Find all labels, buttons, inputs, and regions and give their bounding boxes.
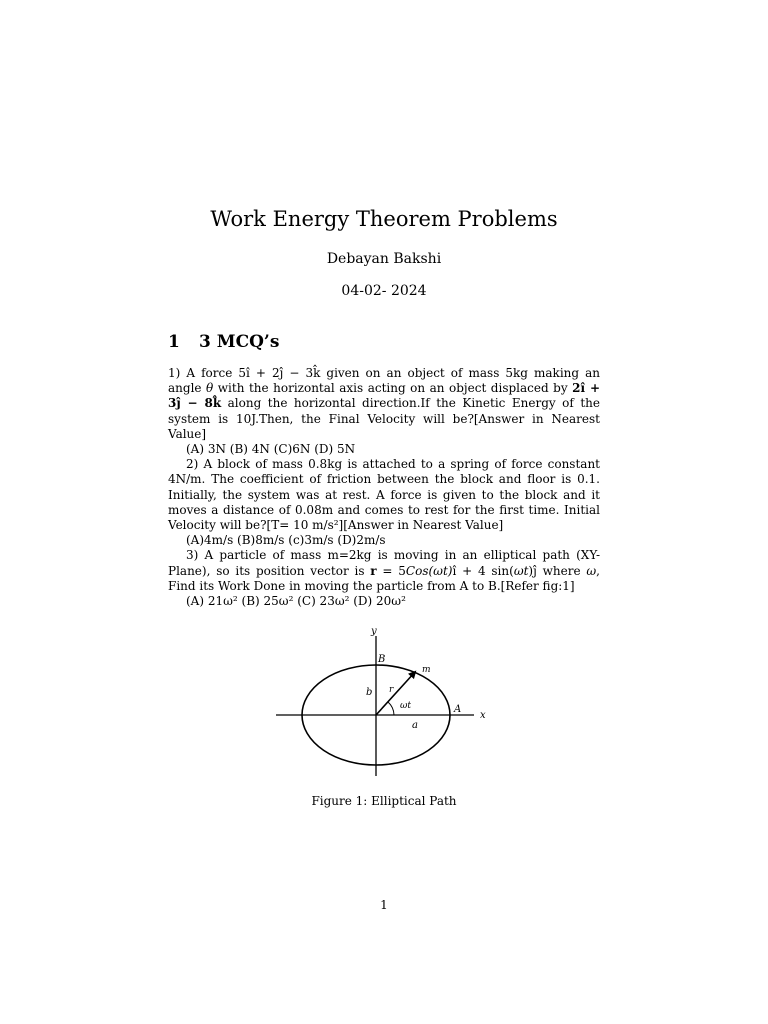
document-date: 04-02- 2024 bbox=[341, 283, 427, 299]
angle-arc bbox=[388, 702, 394, 715]
question-3-options: (A) 21ω² (B) 25ω² (C) 23ω² (D) 20ω² bbox=[186, 594, 406, 609]
page-number: 1 bbox=[380, 898, 388, 912]
label-m: m bbox=[422, 665, 431, 675]
label-a: a bbox=[412, 720, 418, 731]
question-2: 2) A block of mass 0.8kg is attached to a spring of force constant 4N/m. The coefficient of friction between the block and floor is 0.1. Initially, the system was at rest. A force is given to the block and it moves a distance of 0.08m and comes to rest for the first time. Initial Velocity will be?[T= 10 m/s²][Answer in Nearest Value] bbox=[168, 457, 600, 533]
question-3-text-e: , Find its Work Done in moving the particle from A to B.[Refer fig:1] bbox=[168, 563, 600, 593]
question-3-text-d: )ĵ where bbox=[528, 563, 587, 578]
question-1 bbox=[168, 366, 600, 442]
section-heading bbox=[168, 332, 279, 352]
questions-body bbox=[168, 366, 600, 609]
question-3-wt: ωt bbox=[513, 563, 529, 578]
document-title: Work Energy Theorem Problems bbox=[210, 207, 558, 231]
label-x: x bbox=[480, 710, 486, 721]
label-omega-t: ωt bbox=[400, 701, 411, 711]
label-A: A bbox=[454, 704, 462, 715]
question-1-theta: θ bbox=[206, 381, 214, 396]
question-1-text-c: along the horizontal direction.If the Kinetic Energy of the system is 10J.Then, the Final Velocity will be?[Answer in Nearest Value] bbox=[168, 396, 601, 441]
question-3-omega: ω bbox=[586, 563, 597, 578]
question-3-position-vector: r bbox=[370, 563, 377, 578]
section-title: 3 MCQ’s bbox=[199, 332, 280, 352]
question-2-options: (A)4m/s (B)8m/s (c)3m/s (D)2m/s bbox=[186, 533, 386, 548]
section-number: 1 bbox=[168, 332, 180, 352]
label-b: b bbox=[366, 687, 373, 698]
question-1-displacement: 2î + 3ĵ − 8k̂ bbox=[168, 381, 600, 411]
label-y: y bbox=[371, 626, 377, 637]
figure-caption: Figure 1: Elliptical Path bbox=[311, 794, 457, 808]
question-3-text-c: î + 4 sin( bbox=[452, 563, 514, 578]
question-3-text-a: 3) A particle of mass m=2kg is moving in an elliptical path (XY-Plane), so its position vector is bbox=[168, 548, 600, 578]
question-1-text-a: 1) A force 5î + 2ĵ − 3k̂ given on an object of mass 5kg making an angle bbox=[168, 366, 600, 396]
question-3-cos: Cos(ωt) bbox=[405, 563, 453, 578]
question-3 bbox=[168, 548, 600, 594]
question-1-text-b: with the horizontal axis acting on an object displaced by bbox=[213, 381, 573, 396]
ellipse-figure bbox=[272, 622, 496, 778]
label-B: B bbox=[378, 654, 386, 665]
document-author: Debayan Bakshi bbox=[326, 251, 442, 267]
question-3-text-b: = 5 bbox=[376, 563, 406, 578]
label-r: r bbox=[389, 685, 394, 695]
question-1-options: (A) 3N (B) 4N (C)6N (D) 5N bbox=[186, 442, 356, 457]
